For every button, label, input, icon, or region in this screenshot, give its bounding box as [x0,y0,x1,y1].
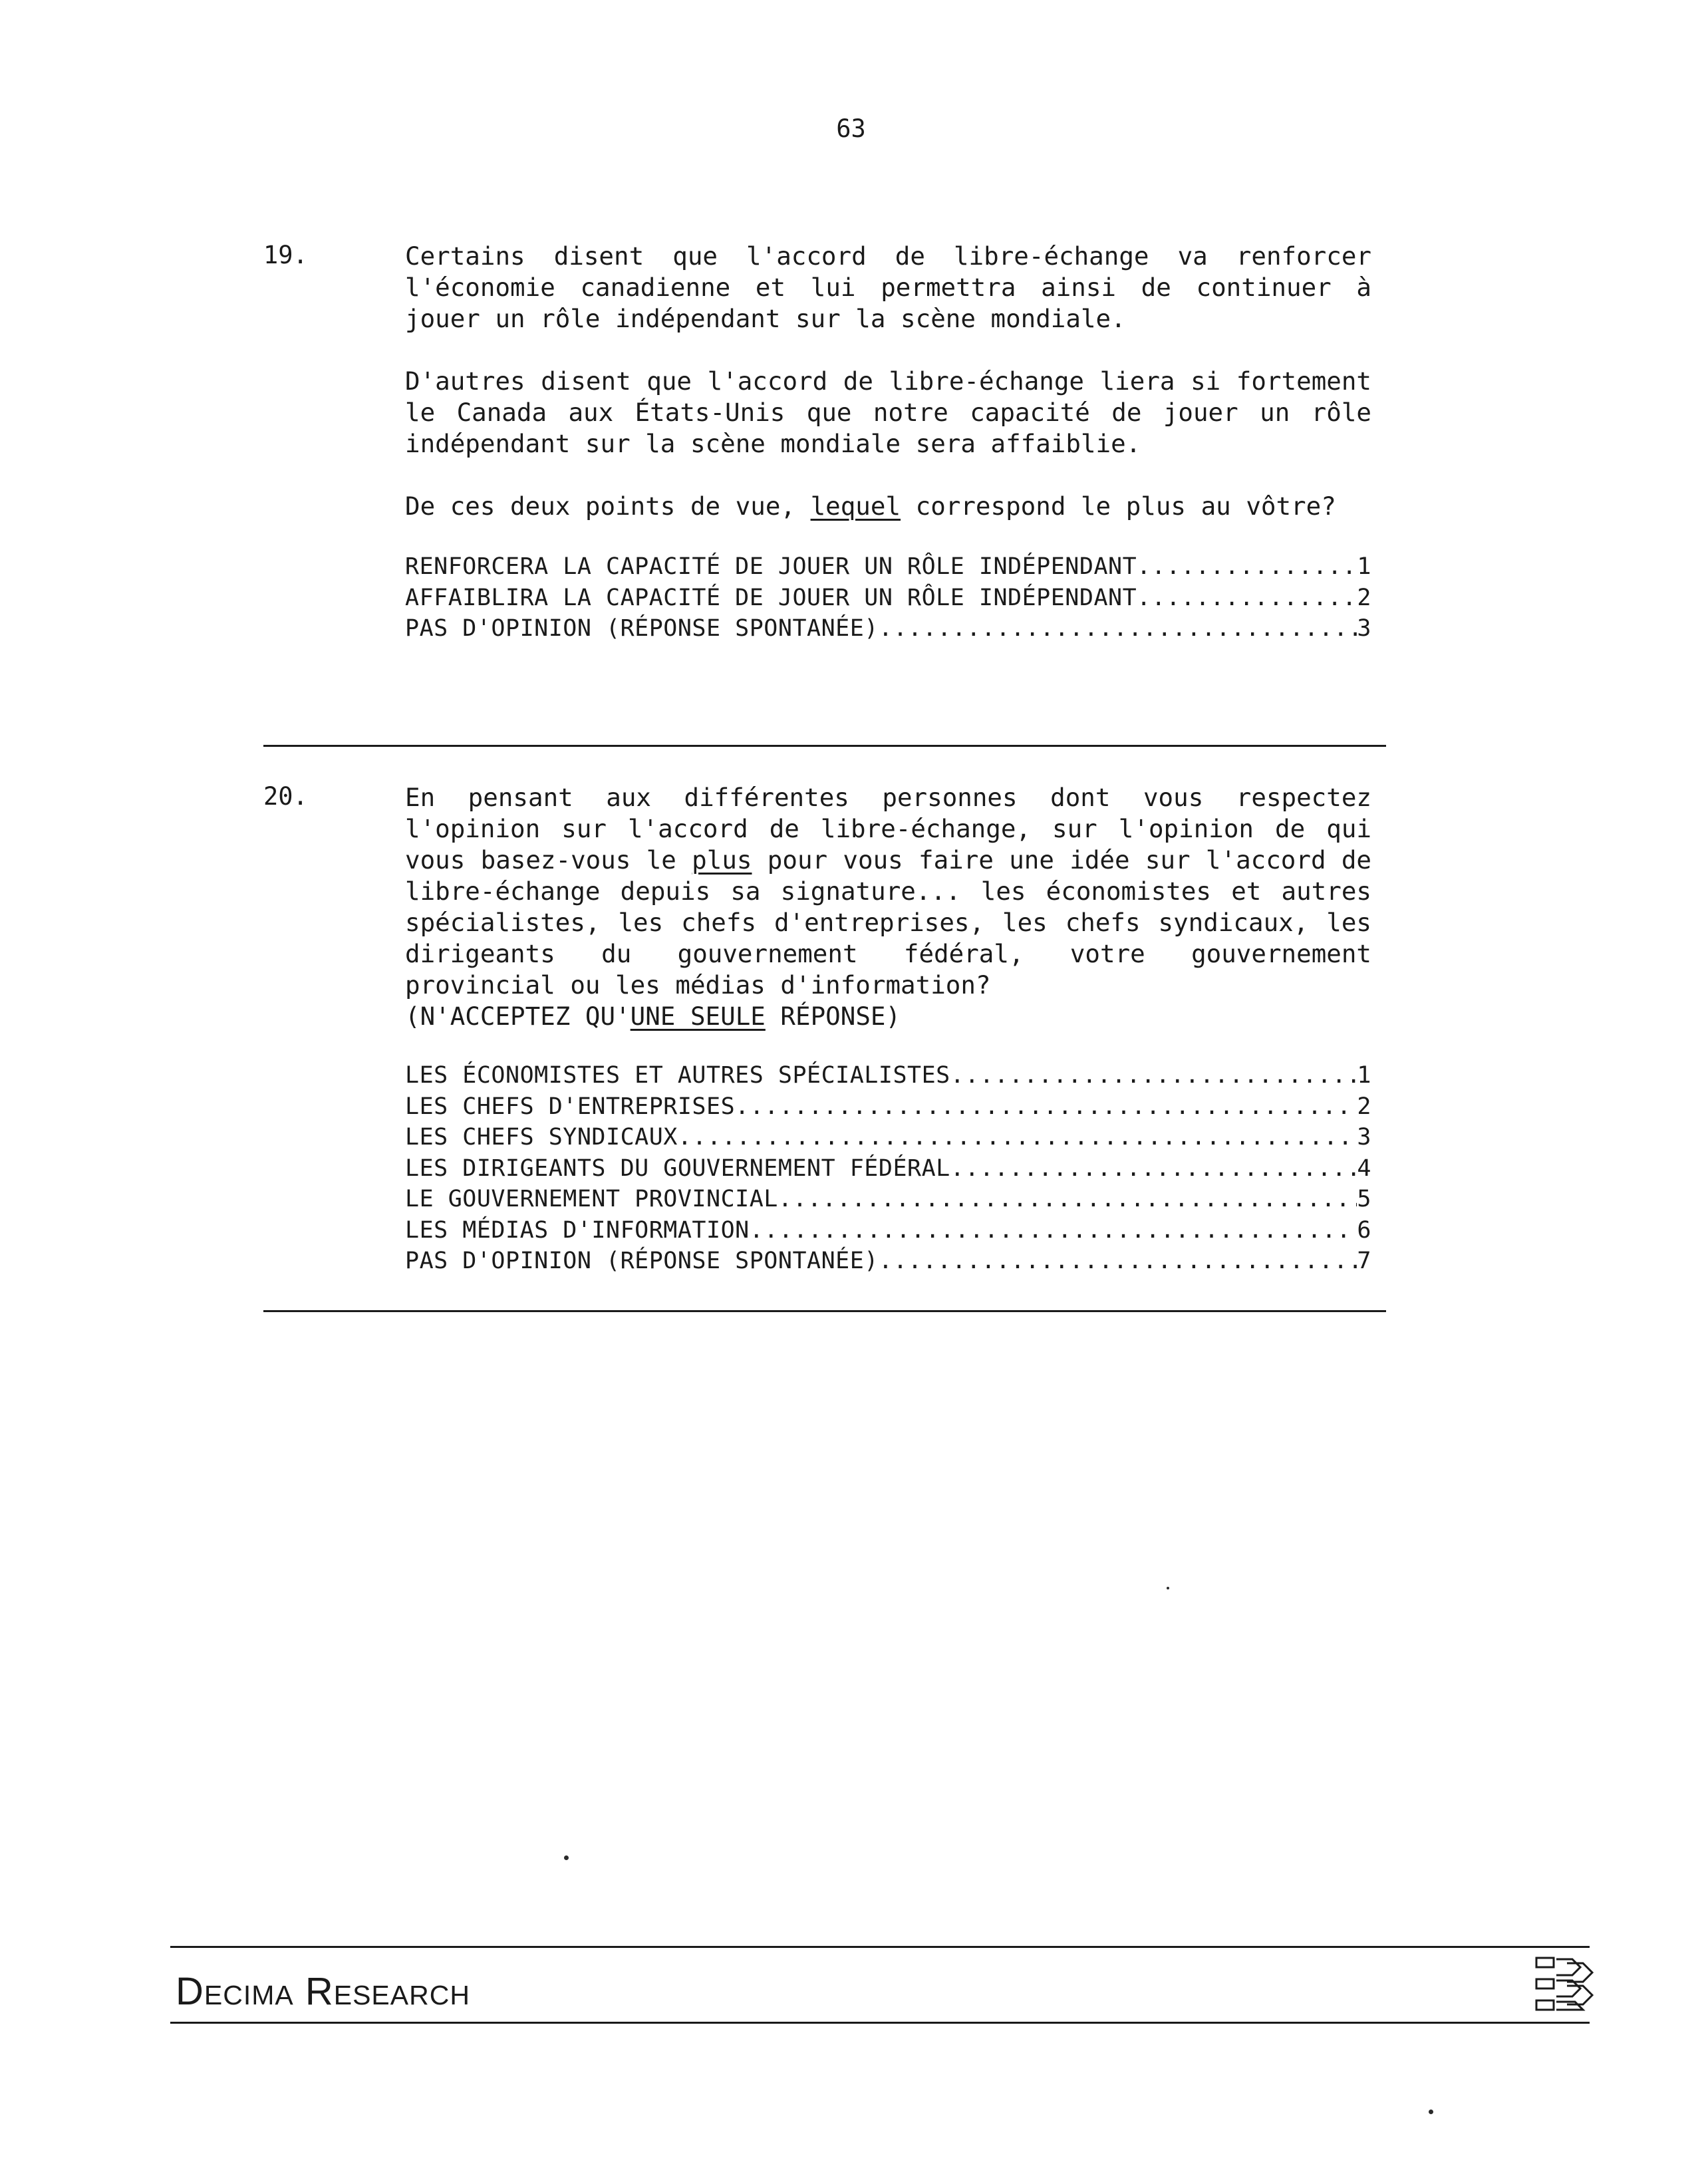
instruction-text: RÉPONSE) [765,1002,901,1031]
answer-option [405,1153,1371,1184]
question-text-part: pour vous faire une idée sur l'accord de libre-échange depuis sa signature... les économistes et autres spécialistes, les chefs d'entreprises, les chefs syndicaux, les dirigeants du gouvernement fédéral, votre gouvernement provincial ou les médias d'information? [405,845,1372,1000]
option-code: 6 [1357,1216,1371,1244]
question-number: 20. [263,782,308,811]
option-label: AFFAIBLIRA LA CAPACITÉ DE JOUER UN RÔLE INDÉPENDANT [405,584,1137,611]
option-code: 3 [1357,1124,1371,1151]
option-label: LES CHEFS D'ENTREPRISES [405,1093,736,1120]
option-label: PAS D'OPINION (RÉPONSE SPONTANÉE) [405,615,879,642]
option-label: LE GOUVERNEMENT PROVINCIAL [405,1186,778,1212]
question-paragraph: D'autres disent que l'accord de libre-échange liera si fortement le Canada aux États-Unis que notre capacité de jouer un rôle indépendant sur la scène mondiale sera affaiblie. [405,366,1371,458]
footer-rule-bottom [170,2022,1590,2024]
scan-speck [1167,1587,1169,1589]
option-label: LES DIRIGEANTS DU GOUVERNEMENT FÉDÉRAL [405,1155,950,1182]
dot-leader [778,1184,1357,1215]
answer-option [405,1246,1371,1277]
question-prompt [405,491,1371,522]
prompt-text: correspond le plus au vôtre? [901,491,1336,521]
answer-option [405,1215,1371,1246]
option-label: LES MÉDIAS D'INFORMATION [405,1216,750,1244]
prompt-emphasis: lequel [810,491,901,521]
footer-rule-top [170,1946,1590,1948]
dot-leader [1137,551,1357,583]
answer-option [405,1122,1371,1153]
option-code: 2 [1357,584,1371,611]
question-text [405,782,1371,1001]
option-label: LES ÉCONOMISTES ET AUTRES SPÉCIALISTES [405,1062,950,1089]
option-code: 3 [1357,615,1371,642]
option-code: 2 [1357,1093,1371,1120]
option-code: 4 [1357,1155,1371,1182]
dot-leader [735,1091,1357,1123]
question-body [405,241,1371,644]
dot-leader [750,1215,1357,1246]
option-code: 5 [1357,1186,1371,1212]
dot-leader [879,1246,1357,1277]
answer-option [405,613,1371,644]
section-divider [263,745,1386,747]
dot-leader [950,1153,1357,1184]
scan-speck [1429,2110,1433,2114]
scan-speck [564,1855,569,1860]
question-paragraph: Certains disent que l'accord de libre-échange va renforcer l'économie canadienne et lui permettra ainsi de continuer à jouer un rôle indépendant sur la scène mondiale. [405,241,1371,333]
question-emphasis: plus [692,845,752,875]
answer-option [405,1091,1371,1123]
answer-option [405,551,1371,583]
answer-option [405,583,1371,614]
question-body [405,782,1371,1277]
answer-options [405,1060,1371,1277]
answer-option [405,1060,1371,1091]
section-divider [263,1310,1386,1312]
page-number: 63 [836,114,866,143]
prompt-text: De ces deux points de vue, [405,491,811,521]
answer-option [405,1184,1371,1215]
option-code: 7 [1357,1248,1371,1274]
question-number: 19. [263,241,308,269]
option-code: 1 [1357,553,1371,580]
dot-leader [950,1060,1357,1091]
option-label: RENFORCERA LA CAPACITÉ DE JOUER UN RÔLE INDÉPENDANT [405,553,1137,580]
answer-options [405,551,1371,644]
brand-name: Decima Research [176,1970,470,2013]
option-label: LES CHEFS SYNDICAUX [405,1124,678,1151]
option-code: 1 [1357,1062,1371,1089]
instruction-emphasis: UNE SEULE [630,1002,766,1031]
dot-leader [678,1122,1357,1153]
instruction-text: (N'ACCEPTEZ QU' [405,1002,631,1031]
option-label: PAS D'OPINION (RÉPONSE SPONTANÉE) [405,1248,879,1274]
interviewer-instruction [405,1001,1371,1032]
dot-leader [1137,583,1357,614]
decima-logo-icon [1534,1954,1598,2015]
question-text-part: En pensant aux différentes personnes dont vous respectez l'opinion sur l'accord de libre-échange, sur l'opinion de qui vous basez-vous le [405,783,1371,875]
dot-leader [879,613,1357,644]
